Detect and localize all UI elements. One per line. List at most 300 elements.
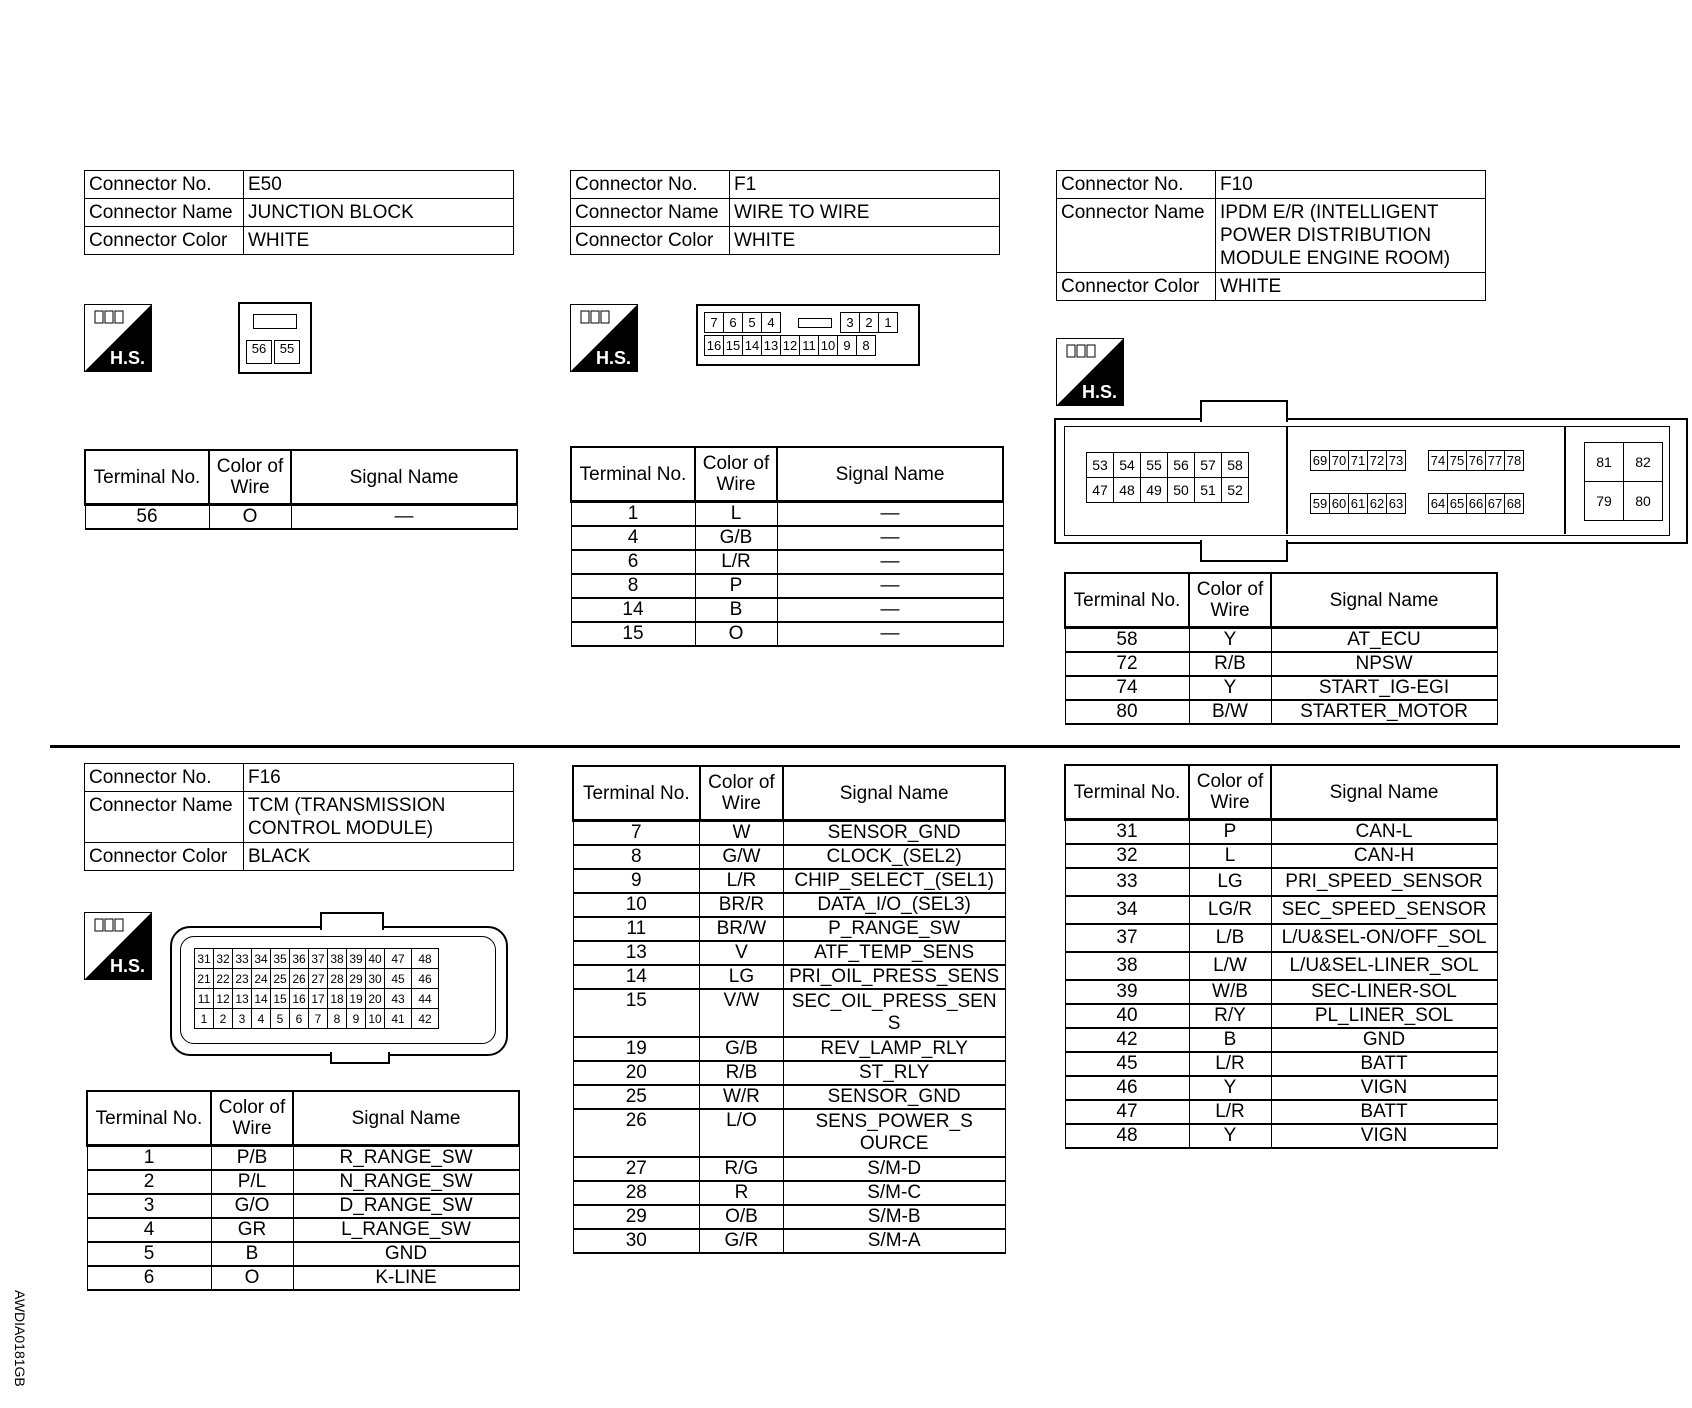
table-cell: 74 <box>1065 676 1189 700</box>
table-cell: W <box>700 821 784 846</box>
pin-cell: 2 <box>214 1009 233 1029</box>
f1-terminal-table <box>570 446 1004 647</box>
table-cell: L_RANGE_SW <box>293 1218 519 1242</box>
header-terminal-no: Terminal No. <box>573 766 700 821</box>
table-cell: 72 <box>1065 652 1189 676</box>
e50-connector-name: JUNCTION BLOCK <box>244 199 514 227</box>
pin-cell: 57 <box>1195 453 1222 478</box>
table-cell: L/U&SEL-LINER_SOL <box>1271 952 1497 980</box>
table-row <box>573 965 1005 989</box>
pin-cell: 56 <box>1168 453 1195 478</box>
table-cell: W/R <box>700 1085 784 1109</box>
table-cell: 1 <box>87 1146 211 1171</box>
f10-divider <box>1286 426 1288 534</box>
f10-connector-face <box>1054 418 1688 544</box>
table-cell: L/W <box>1189 952 1271 980</box>
table-cell: CHIP_SELECT_(SEL1) <box>783 869 1005 893</box>
pin-cell: 12 <box>781 336 800 356</box>
table-row <box>87 1170 519 1194</box>
table-cell: 32 <box>1065 844 1189 868</box>
f16-terminal-table-b <box>572 765 1006 1254</box>
table-cell: VIGN <box>1271 1076 1497 1100</box>
pin-cell: 18 <box>328 989 347 1009</box>
header-color-of-wire: Color of Wire <box>695 447 777 502</box>
table-cell: S/M-A <box>783 1229 1005 1253</box>
pin-cell: 22 <box>214 969 233 989</box>
table-cell: 26 <box>573 1109 700 1157</box>
table-cell: REV_LAMP_RLY <box>783 1037 1005 1061</box>
table-row <box>573 1181 1005 1205</box>
table-cell: O/B <box>700 1205 784 1229</box>
table-row <box>1065 1028 1497 1052</box>
table-cell: L <box>695 502 777 527</box>
pin-cell: 70 <box>1330 451 1349 471</box>
table-cell: 80 <box>1065 700 1189 724</box>
table-cell: 40 <box>1065 1004 1189 1028</box>
e50-pin: 55 <box>274 340 300 364</box>
pin-cell: 37 <box>309 949 328 969</box>
header-signal-name: Signal Name <box>1271 573 1497 628</box>
pin-cell: 38 <box>328 949 347 969</box>
pin-cell: 54 <box>1114 453 1141 478</box>
e50-connector-face <box>238 302 312 374</box>
pin-cell: 10 <box>819 336 838 356</box>
header-color-of-wire: Color of Wire <box>211 1091 293 1146</box>
pin-cell: 17 <box>309 989 328 1009</box>
table-cell: 14 <box>571 598 695 622</box>
table-row <box>87 1146 519 1171</box>
f10-divider <box>1564 426 1566 534</box>
harness-side-icon <box>1056 338 1124 406</box>
f1-info-table <box>570 170 1000 255</box>
pin-cell: 14 <box>743 336 762 356</box>
f10-group2-bot-b <box>1428 493 1524 514</box>
f1-latch <box>798 318 832 328</box>
table-cell: NPSW <box>1271 652 1497 676</box>
pin-cell: 42 <box>412 1009 439 1029</box>
table-row <box>1065 820 1497 845</box>
header-signal-name: Signal Name <box>293 1091 519 1146</box>
table-cell: N_RANGE_SW <box>293 1170 519 1194</box>
f16-info-table <box>84 763 514 871</box>
pin-cell: 51 <box>1195 478 1222 503</box>
e50-info-table <box>84 170 514 255</box>
table-cell: 15 <box>573 989 700 1037</box>
f10-group2-top-b <box>1428 450 1524 471</box>
f16-pin-grid <box>194 948 439 1029</box>
pin-cell: 81 <box>1585 443 1624 482</box>
f16-terminal-table-a <box>86 1090 520 1291</box>
e50-terminal-table <box>84 449 518 530</box>
table-cell: 13 <box>573 941 700 965</box>
table-row <box>87 1218 519 1242</box>
table-cell: — <box>777 574 1003 598</box>
pin-cell: 68 <box>1505 494 1524 514</box>
f1-connector-name: WIRE TO WIRE <box>730 199 1000 227</box>
f1-bottom-pins <box>704 335 876 356</box>
f10-info-table <box>1056 170 1486 301</box>
pin-cell: 14 <box>252 989 271 1009</box>
header-terminal-no: Terminal No. <box>1065 765 1189 820</box>
table-cell: PRI_SPEED_SENSOR <box>1271 868 1497 896</box>
table-cell: 14 <box>573 965 700 989</box>
table-row <box>87 1266 519 1290</box>
table-row <box>87 1194 519 1218</box>
table-row <box>1065 1052 1497 1076</box>
table-cell: GND <box>1271 1028 1497 1052</box>
table-cell: — <box>777 550 1003 574</box>
table-row <box>1065 628 1497 653</box>
label-connector-no: Connector No. <box>85 764 244 792</box>
table-cell: O <box>209 505 291 530</box>
table-row <box>571 550 1003 574</box>
table-cell: 8 <box>573 845 700 869</box>
table-cell: START_IG-EGI <box>1271 676 1497 700</box>
pin-cell: 11 <box>195 989 214 1009</box>
pin-cell: 72 <box>1368 451 1387 471</box>
pin-cell: 6 <box>290 1009 309 1029</box>
table-cell: S/M-D <box>783 1157 1005 1181</box>
pin-cell: 60 <box>1330 494 1349 514</box>
pin-cell: 36 <box>290 949 309 969</box>
pin-cell: 13 <box>762 336 781 356</box>
e50-pin: 56 <box>246 340 272 364</box>
pin-cell: 39 <box>347 949 366 969</box>
table-cell: P_RANGE_SW <box>783 917 1005 941</box>
pin-cell: 30 <box>366 969 385 989</box>
table-cell: D_RANGE_SW <box>293 1194 519 1218</box>
pin-cell: 73 <box>1387 451 1406 471</box>
pin-cell: 23 <box>233 969 252 989</box>
pin-cell: 48 <box>1114 478 1141 503</box>
table-cell: STARTER_MOTOR <box>1271 700 1497 724</box>
table-row <box>573 893 1005 917</box>
table-cell: Y <box>1189 1124 1271 1148</box>
pin-cell: 66 <box>1467 494 1486 514</box>
table-cell: DATA_I/O_(SEL3) <box>783 893 1005 917</box>
table-cell: 3 <box>87 1194 211 1218</box>
table-row <box>573 1061 1005 1085</box>
label-connector-no: Connector No. <box>571 171 730 199</box>
table-row <box>1065 676 1497 700</box>
pin-cell: 16 <box>290 989 309 1009</box>
f10-group3-pins <box>1584 442 1663 521</box>
header-color-of-wire: Color of Wire <box>1189 573 1271 628</box>
table-cell: 8 <box>571 574 695 598</box>
table-cell: G/B <box>695 526 777 550</box>
table-cell: S/M-B <box>783 1205 1005 1229</box>
table-cell: SEC_OIL_PRESS_SENS <box>783 989 1005 1037</box>
table-cell: 2 <box>87 1170 211 1194</box>
table-cell: — <box>777 526 1003 550</box>
pin-cell: 15 <box>724 336 743 356</box>
pin-cell: 47 <box>1087 478 1114 503</box>
pin-cell: 4 <box>252 1009 271 1029</box>
f10-terminal-table <box>1064 572 1498 725</box>
table-cell: — <box>777 622 1003 646</box>
pin-cell: 24 <box>252 969 271 989</box>
table-row <box>573 917 1005 941</box>
pin-cell: 6 <box>724 313 743 333</box>
hs-label: H.S. <box>109 956 145 976</box>
table-row <box>573 941 1005 965</box>
table-cell: 58 <box>1065 628 1189 653</box>
pin-cell: 67 <box>1486 494 1505 514</box>
pin-cell: 28 <box>328 969 347 989</box>
table-row <box>1065 896 1497 924</box>
pin-cell: 2 <box>860 313 879 333</box>
table-cell: Y <box>1189 1076 1271 1100</box>
pin-cell: 52 <box>1222 478 1249 503</box>
table-cell: Y <box>1189 628 1271 653</box>
table-cell: R/B <box>1189 652 1271 676</box>
f10-group1-pins <box>1086 452 1249 503</box>
table-row <box>1065 1124 1497 1148</box>
pin-cell: 48 <box>412 949 439 969</box>
pin-cell: 3 <box>233 1009 252 1029</box>
table-row <box>1065 844 1497 868</box>
table-cell: L/O <box>700 1109 784 1157</box>
pin-cell: 7 <box>705 313 724 333</box>
table-row <box>1065 1004 1497 1028</box>
table-cell: SENSOR_GND <box>783 1085 1005 1109</box>
table-cell: R_RANGE_SW <box>293 1146 519 1171</box>
table-row <box>573 1109 1005 1157</box>
header-color-of-wire: Color of Wire <box>1189 765 1271 820</box>
table-cell: G/O <box>211 1194 293 1218</box>
f1-connector-color: WHITE <box>730 227 1000 255</box>
header-color-of-wire: Color of Wire <box>700 766 784 821</box>
f16-top-key <box>320 912 384 930</box>
table-cell: Y <box>1189 676 1271 700</box>
table-cell: B/W <box>1189 700 1271 724</box>
label-connector-color: Connector Color <box>1057 273 1216 301</box>
pin-cell: 32 <box>214 949 233 969</box>
table-cell: P/L <box>211 1170 293 1194</box>
table-row <box>573 989 1005 1037</box>
pin-cell: 25 <box>271 969 290 989</box>
f1-connector-face <box>696 304 920 366</box>
table-row <box>573 1229 1005 1253</box>
pin-cell: 71 <box>1349 451 1368 471</box>
table-cell: G/R <box>700 1229 784 1253</box>
table-row <box>1065 980 1497 1004</box>
table-row <box>1065 1076 1497 1100</box>
pin-cell: 53 <box>1087 453 1114 478</box>
pin-cell: 31 <box>195 949 214 969</box>
table-cell: — <box>777 502 1003 527</box>
table-row <box>1065 924 1497 952</box>
table-cell: 11 <box>573 917 700 941</box>
label-connector-color: Connector Color <box>85 227 244 255</box>
pin-cell: 78 <box>1505 451 1524 471</box>
table-cell: PRI_OIL_PRESS_SENS <box>783 965 1005 989</box>
table-cell: O <box>211 1266 293 1290</box>
header-terminal-no: Terminal No. <box>1065 573 1189 628</box>
pin-cell: 62 <box>1368 494 1387 514</box>
table-cell: R/B <box>700 1061 784 1085</box>
pin-cell: 1 <box>879 313 898 333</box>
header-signal-name: Signal Name <box>783 766 1005 821</box>
f16-connector-name: TCM (TRANSMISSION CONTROL MODULE) <box>244 792 514 843</box>
pin-cell: 1 <box>195 1009 214 1029</box>
table-cell: GND <box>293 1242 519 1266</box>
label-connector-color: Connector Color <box>85 843 244 871</box>
table-row <box>571 502 1003 527</box>
section-divider <box>50 745 1680 748</box>
label-connector-name: Connector Name <box>571 199 730 227</box>
harness-side-icon <box>84 912 152 980</box>
table-row <box>87 1242 519 1266</box>
header-terminal-no: Terminal No. <box>571 447 695 502</box>
table-row <box>573 1085 1005 1109</box>
table-cell: 15 <box>571 622 695 646</box>
pin-cell: 77 <box>1486 451 1505 471</box>
table-cell: R <box>700 1181 784 1205</box>
table-row <box>571 526 1003 550</box>
table-cell: P/B <box>211 1146 293 1171</box>
pin-cell: 65 <box>1448 494 1467 514</box>
pin-cell: 4 <box>762 313 781 333</box>
hs-label: H.S. <box>109 348 145 368</box>
header-terminal-no: Terminal No. <box>85 450 209 505</box>
f16-bottom-key <box>330 1052 390 1064</box>
table-cell: SENSOR_GND <box>783 821 1005 846</box>
e50-connector-color: WHITE <box>244 227 514 255</box>
table-row <box>573 821 1005 846</box>
table-cell: V <box>700 941 784 965</box>
label-connector-color: Connector Color <box>571 227 730 255</box>
pin-cell: 69 <box>1311 451 1330 471</box>
table-cell: ST_RLY <box>783 1061 1005 1085</box>
table-cell: B <box>695 598 777 622</box>
table-cell: BR/R <box>700 893 784 917</box>
table-cell: 4 <box>87 1218 211 1242</box>
pin-cell: 40 <box>366 949 385 969</box>
e50-latch <box>253 314 297 329</box>
pin-cell: 46 <box>412 969 439 989</box>
f1-connector-no: F1 <box>730 171 1000 199</box>
table-cell: SEC_SPEED_SENSOR <box>1271 896 1497 924</box>
table-cell: AT_ECU <box>1271 628 1497 653</box>
pin-cell: 12 <box>214 989 233 1009</box>
table-row <box>573 1157 1005 1181</box>
pin-cell: 34 <box>252 949 271 969</box>
harness-side-icon <box>84 304 152 372</box>
pin-cell: 43 <box>385 989 412 1009</box>
table-cell: L/B <box>1189 924 1271 952</box>
table-row <box>571 574 1003 598</box>
label-connector-name: Connector Name <box>1057 199 1216 273</box>
pin-cell: 20 <box>366 989 385 1009</box>
table-cell: 7 <box>573 821 700 846</box>
pin-cell: 58 <box>1222 453 1249 478</box>
f1-top-left-pins <box>704 312 781 333</box>
pin-cell: 49 <box>1141 478 1168 503</box>
table-cell: L <box>1189 844 1271 868</box>
table-cell: 39 <box>1065 980 1189 1004</box>
hs-label: H.S. <box>1081 382 1117 402</box>
table-row <box>573 869 1005 893</box>
f16-connector-no: F16 <box>244 764 514 792</box>
table-cell: 20 <box>573 1061 700 1085</box>
table-cell: 9 <box>573 869 700 893</box>
table-cell: L/R <box>1189 1100 1271 1124</box>
table-cell: 38 <box>1065 952 1189 980</box>
table-cell: — <box>291 505 517 530</box>
table-cell: 37 <box>1065 924 1189 952</box>
pin-cell: 26 <box>290 969 309 989</box>
table-row <box>573 1205 1005 1229</box>
table-cell: CLOCK_(SEL2) <box>783 845 1005 869</box>
pin-cell: 27 <box>309 969 328 989</box>
table-cell: 19 <box>573 1037 700 1061</box>
table-row <box>1065 868 1497 896</box>
f16-connector-face <box>170 926 508 1056</box>
table-cell: 30 <box>573 1229 700 1253</box>
table-cell: CAN-L <box>1271 820 1497 845</box>
table-cell: B <box>1189 1028 1271 1052</box>
table-cell: L/R <box>700 869 784 893</box>
pin-cell: 45 <box>385 969 412 989</box>
hs-label: H.S. <box>595 348 631 368</box>
table-cell: 4 <box>571 526 695 550</box>
f16-terminal-table-c <box>1064 764 1498 1149</box>
pin-cell: 19 <box>347 989 366 1009</box>
table-row <box>85 505 517 530</box>
table-cell: 27 <box>573 1157 700 1181</box>
table-cell: K-LINE <box>293 1266 519 1290</box>
table-cell: G/W <box>700 845 784 869</box>
pin-cell: 76 <box>1467 451 1486 471</box>
table-cell: 5 <box>87 1242 211 1266</box>
table-cell: BR/W <box>700 917 784 941</box>
table-cell: ATF_TEMP_SENS <box>783 941 1005 965</box>
table-cell: 28 <box>573 1181 700 1205</box>
table-cell: 1 <box>571 502 695 527</box>
table-cell: 48 <box>1065 1124 1189 1148</box>
table-cell: 42 <box>1065 1028 1189 1052</box>
pin-cell: 29 <box>347 969 366 989</box>
table-cell: — <box>777 598 1003 622</box>
pin-cell: 64 <box>1429 494 1448 514</box>
pin-cell: 82 <box>1624 443 1663 482</box>
pin-cell: 10 <box>366 1009 385 1029</box>
f10-connector-name: IPDM E/R (INTELLIGENT POWER DISTRIBUTION MODULE ENGINE ROOM) <box>1216 199 1486 273</box>
pin-cell: 7 <box>309 1009 328 1029</box>
table-cell: 6 <box>87 1266 211 1290</box>
table-cell: PL_LINER_SOL <box>1271 1004 1497 1028</box>
table-cell: L/U&SEL-ON/OFF_SOL <box>1271 924 1497 952</box>
pin-cell: 74 <box>1429 451 1448 471</box>
pin-cell: 59 <box>1311 494 1330 514</box>
pin-cell: 9 <box>347 1009 366 1029</box>
table-row <box>1065 1100 1497 1124</box>
label-connector-name: Connector Name <box>85 199 244 227</box>
table-cell: LG <box>700 965 784 989</box>
f1-top-right-pins <box>840 312 898 333</box>
f10-top-key <box>1200 400 1288 422</box>
table-cell: 46 <box>1065 1076 1189 1100</box>
table-row <box>571 598 1003 622</box>
table-cell: BATT <box>1271 1052 1497 1076</box>
label-connector-no: Connector No. <box>1057 171 1216 199</box>
pin-cell: 11 <box>800 336 819 356</box>
table-cell: BATT <box>1271 1100 1497 1124</box>
table-cell: P <box>1189 820 1271 845</box>
table-cell: S/M-C <box>783 1181 1005 1205</box>
table-cell: V/W <box>700 989 784 1037</box>
